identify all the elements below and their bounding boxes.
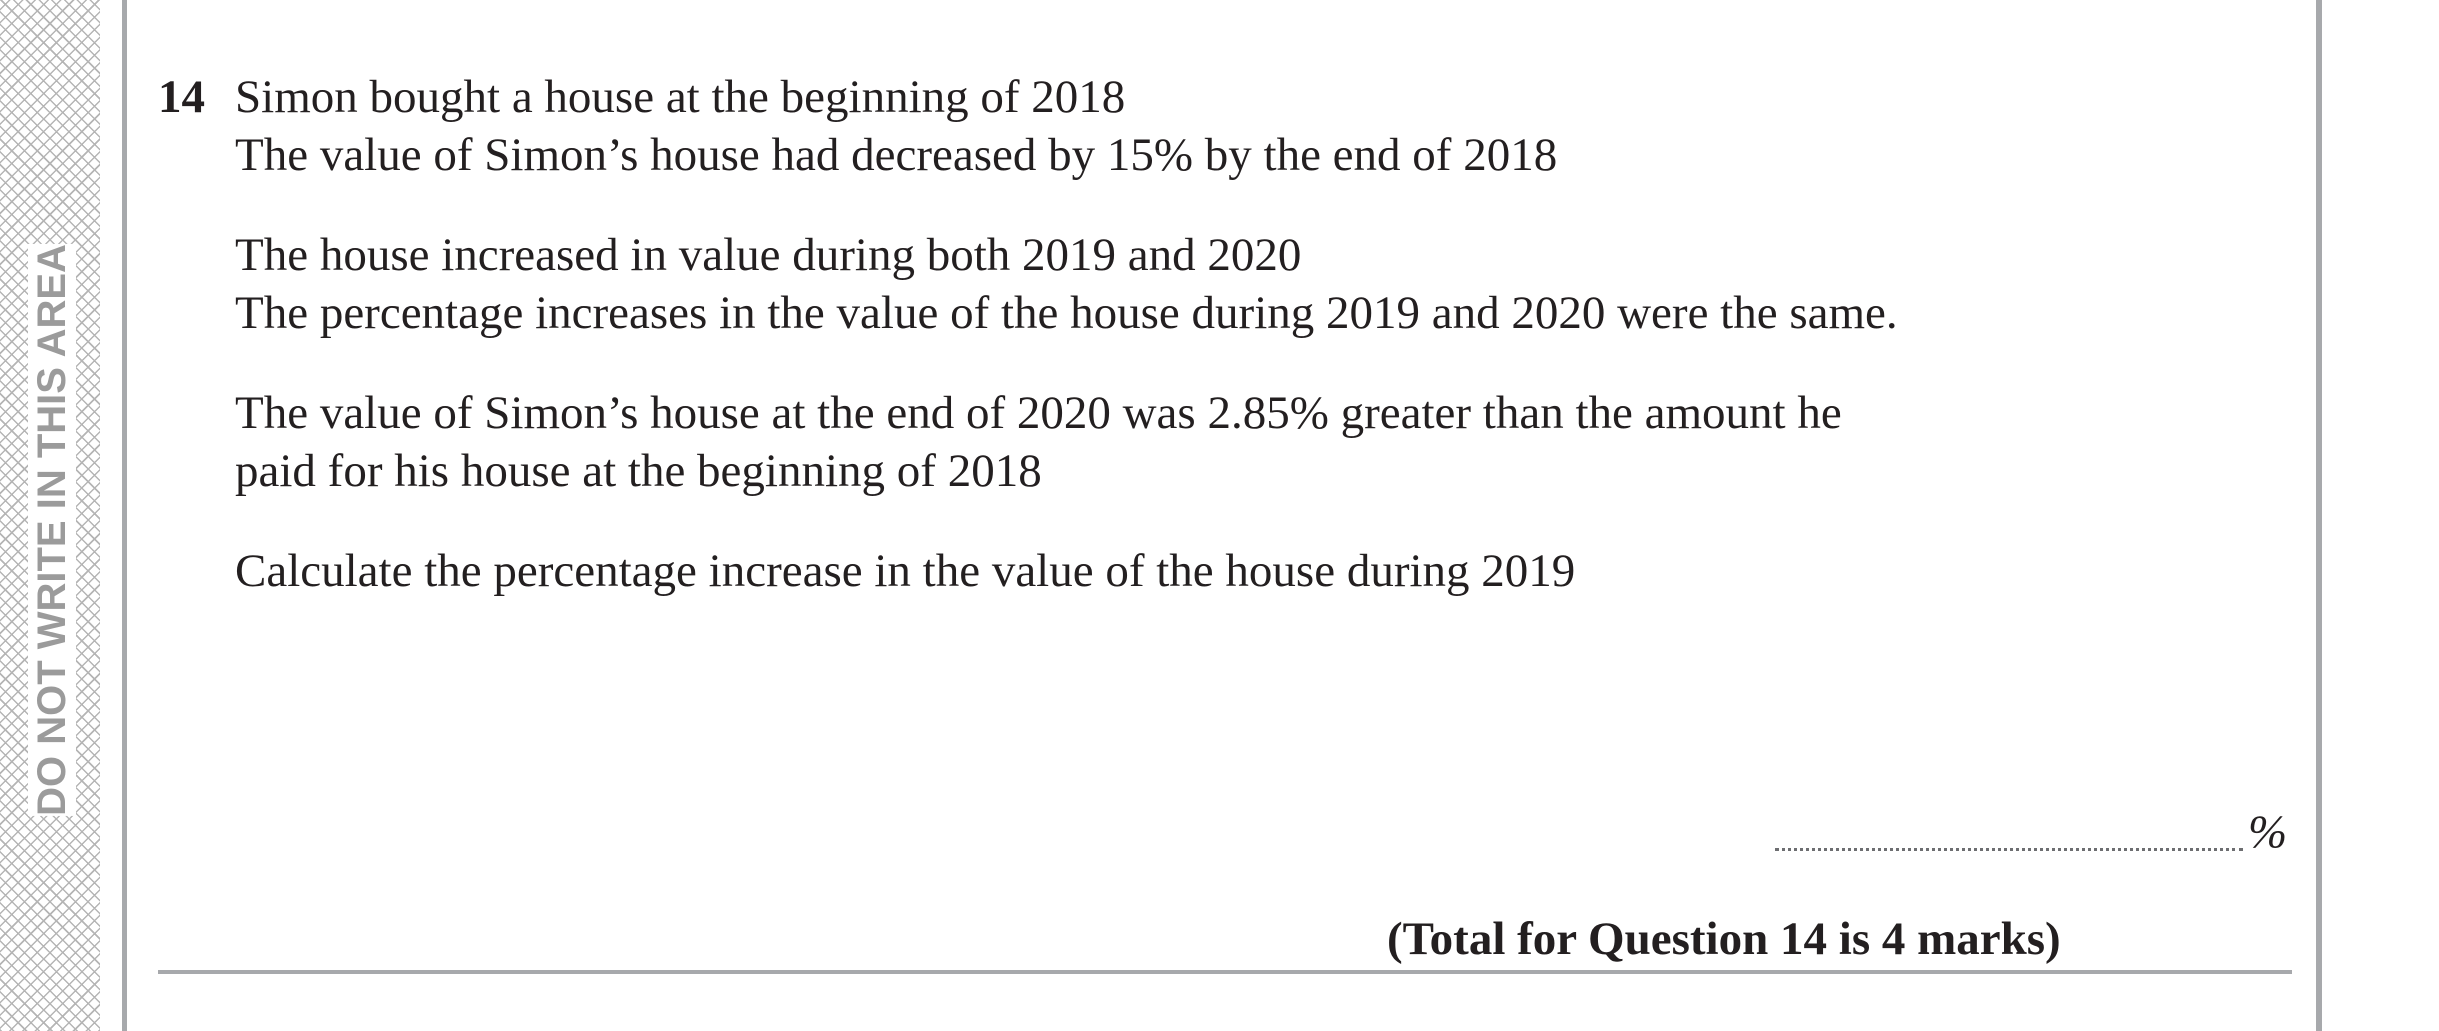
question-total-marks: (Total for Question 14 is 4 marks) [1387, 913, 2061, 965]
answer-unit: % [2248, 806, 2288, 858]
question-line: Simon bought a house at the beginning of 2018 [235, 71, 1126, 123]
question-line: The percentage increases in the value of the house during 2019 and 2020 were the same. [235, 287, 1898, 339]
page-border-left [122, 0, 127, 1031]
question-body [235, 68, 2295, 600]
no-write-margin [0, 0, 100, 1031]
answer-field[interactable] [1775, 848, 2243, 851]
question-line: The house increased in value during both 2019 and 2020 [235, 229, 1302, 281]
question-instruction: Calculate the percentage increase in the value of the house during 2019 [235, 545, 1576, 597]
page-border-right [2316, 0, 2322, 1031]
bottom-divider [158, 970, 2292, 974]
question-line: paid for his house at the beginning of 2018 [235, 445, 1042, 497]
question-line: The value of Simon’s house at the end of 2020 was 2.85% greater than the amount he [235, 387, 1842, 439]
question-line: The value of Simon’s house had decreased by 15% by the end of 2018 [235, 129, 1558, 181]
question-number: 14 [158, 71, 205, 123]
margin-warning-text: DO NOT WRITE IN THIS AREA [30, 244, 74, 816]
